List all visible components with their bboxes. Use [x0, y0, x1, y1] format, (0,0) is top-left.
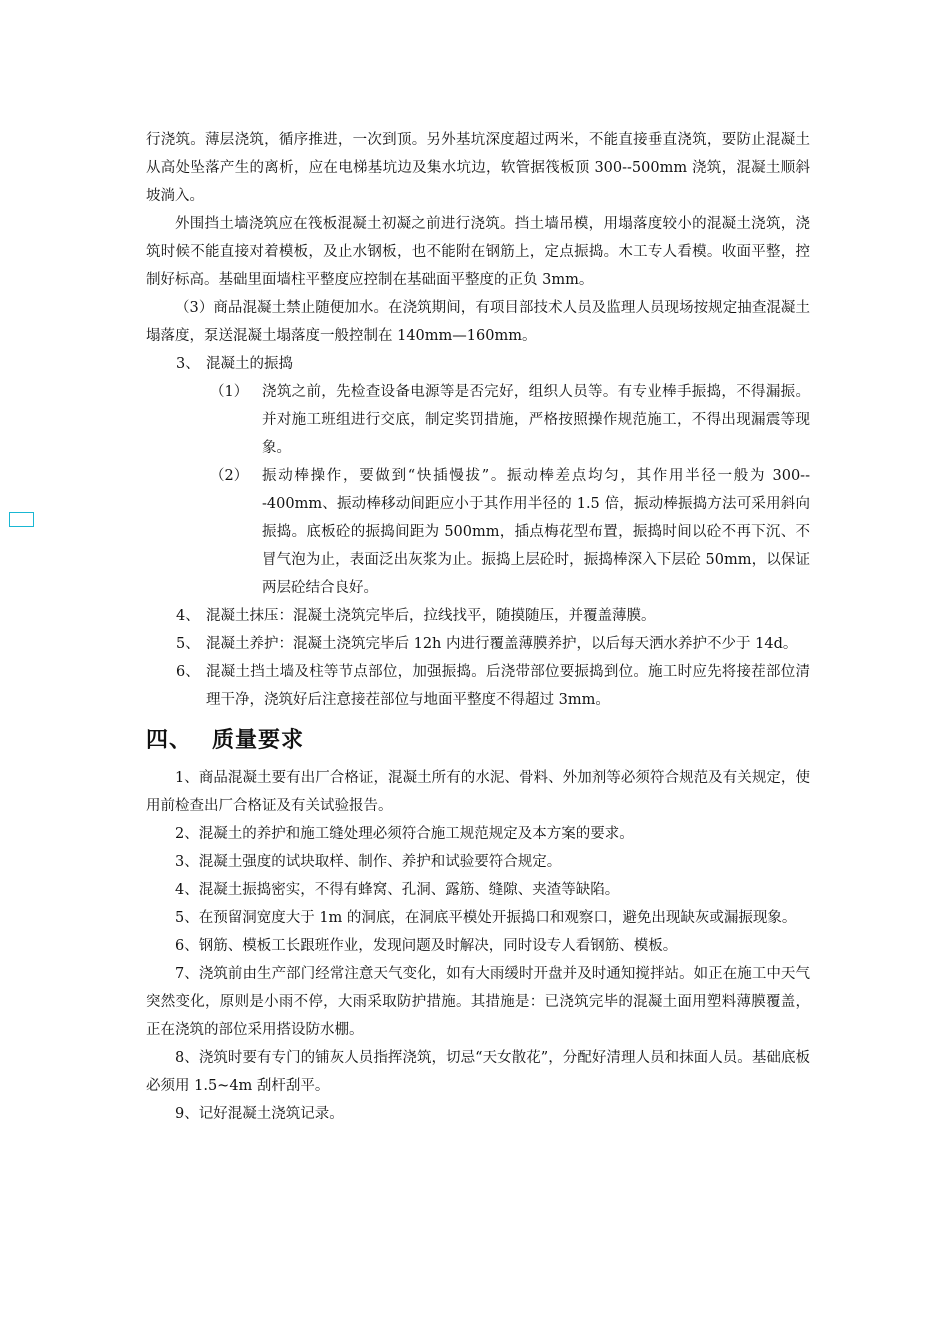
quality-item-2: 2、混凝土的养护和施工缝处理必须符合施工规范规定及本方案的要求。 [175, 826, 634, 842]
vibration-item-1-text: 浇筑之前，先检查设备电源等是否完好，组织人员等。有专业棒手振捣，不得漏振。并对施工班组进行交底，制定奖罚措施，严格按照操作规范施工，不得出现漏震等现象。 [262, 384, 810, 456]
heading-title: 质量要求 [212, 728, 305, 753]
vibration-item-2-number: （2） [210, 468, 249, 484]
margin-marker-box[interactable] [9, 512, 34, 527]
numbered-item-5-text: 混凝土养护：混凝土浇筑完毕后 12h 内进行覆盖薄膜养护，以后每天洒水养护不少于 14d。 [206, 636, 798, 652]
section-3-label: 混凝土的振捣 [206, 356, 293, 372]
paragraph-pouring-continued: 行浇筑。薄层浇筑，循序推进，一次到顶。另外基坑深度超过两米，不能直接垂直浇筑，要防止混凝土从高处坠落产生的离析，应在电梯基坑边及集水坑边，软管据筏板顶 300--500mm 浇筑，混凝土顺斜坡淌入。 [146, 132, 810, 204]
quality-item-6: 6、钢筋、模板工长跟班作业，发现问题及时解决，同时设专人看钢筋、模板。 [175, 938, 678, 954]
section-heading-quality [146, 726, 810, 756]
heading-number: 四、 [146, 728, 193, 753]
quality-item-4: 4、混凝土振捣密实，不得有蜂窝、孔洞、露筋、缝隙、夹渣等缺陷。 [175, 882, 620, 898]
vibration-item-2 [146, 462, 810, 602]
numbered-item-4 [146, 602, 810, 630]
vibration-item-1-number: （1） [210, 384, 249, 400]
quality-item-3: 3、混凝土强度的试块取样、制作、养护和试验要符合规定。 [175, 854, 562, 870]
numbered-item-6-text: 混凝土挡土墙及柱等节点部位，加强振捣。后浇带部位要振捣到位。施工时应先将接茬部位清理干净，浇筑好后注意接茬部位与地面平整度不得超过 3mm。 [206, 664, 810, 708]
vibration-item-1 [146, 378, 810, 462]
numbered-item-5 [146, 630, 810, 658]
numbered-item-4-number: 4、 [176, 608, 200, 624]
numbered-item-6 [146, 658, 810, 714]
quality-item-9: 9、记好混凝土浇筑记录。 [175, 1106, 344, 1122]
quality-item-5: 5、在预留洞宽度大于 1m 的洞底，在洞底平模处开振捣口和观察口，避免出现缺灰或漏振现象。 [175, 910, 797, 926]
paragraph-no-water: （3）商品混凝土禁止随便加水。在浇筑期间，有项目部技术人员及监理人员现场按规定抽查混凝土塌落度，泵送混凝土塌落度一般控制在 140mm—160mm。 [146, 300, 810, 344]
quality-item-7: 7、浇筑前由生产部门经常注意天气变化，如有大雨缓时开盘并及时通知搅拌站。如正在施工中天气突然变化，原则是小雨不停，大雨采取防护措施。其措施是：已浇筑完毕的混凝土面用塑料薄膜覆盖，正在浇筑的部位采用搭设防水棚。 [146, 966, 810, 1038]
quality-item-8: 8、浇筑时要有专门的铺灰人员指挥浇筑，切忌“天女散花”，分配好清理人员和抹面人员。基础底板必须用 1.5~4m 刮杆刮平。 [146, 1050, 810, 1094]
quality-item-1: 1、商品混凝土要有出厂合格证，混凝土所有的水泥、骨料、外加剂等必须符合规范及有关规定，使用前检查出厂合格证及有关试验报告。 [146, 770, 810, 814]
numbered-item-4-text: 混凝土抹压：混凝土浇筑完毕后，拉线找平，随摸随压，并覆盖薄膜。 [206, 608, 656, 624]
paragraph-retaining-wall: 外围挡土墙浇筑应在筏板混凝土初凝之前进行浇筑。挡土墙吊模，用塌落度较小的混凝土浇筑，浇筑时候不能直接对着模板，及止水钢板，也不能附在钢筋上，定点振捣。木工专人看模。收面平整，控制好标高。基础里面墙柱平整度应控制在基础面平整度的正负 3mm。 [146, 216, 810, 288]
section-3-title [146, 350, 810, 378]
numbered-item-5-number: 5、 [176, 636, 200, 652]
numbered-item-6-number: 6、 [176, 664, 200, 680]
section-3-number: 3、 [176, 356, 200, 372]
document-body [146, 126, 810, 1128]
vibration-item-2-text: 振动棒操作，要做到“快插慢拔”。振动棒差点均匀，其作用半径一般为 300---400mm、振动棒移动间距应小于其作用半径的 1.5 倍，振动棒振捣方法可采用斜向振捣。底板砼的振捣间距为 500mm，插点梅花型布置，振捣时间以砼不再下沉、不冒气泡为止，表面泛出灰浆为止。振捣上层砼时，振捣棒深入下层砼 50mm，以保证两层砼结合良好。 [262, 468, 810, 596]
